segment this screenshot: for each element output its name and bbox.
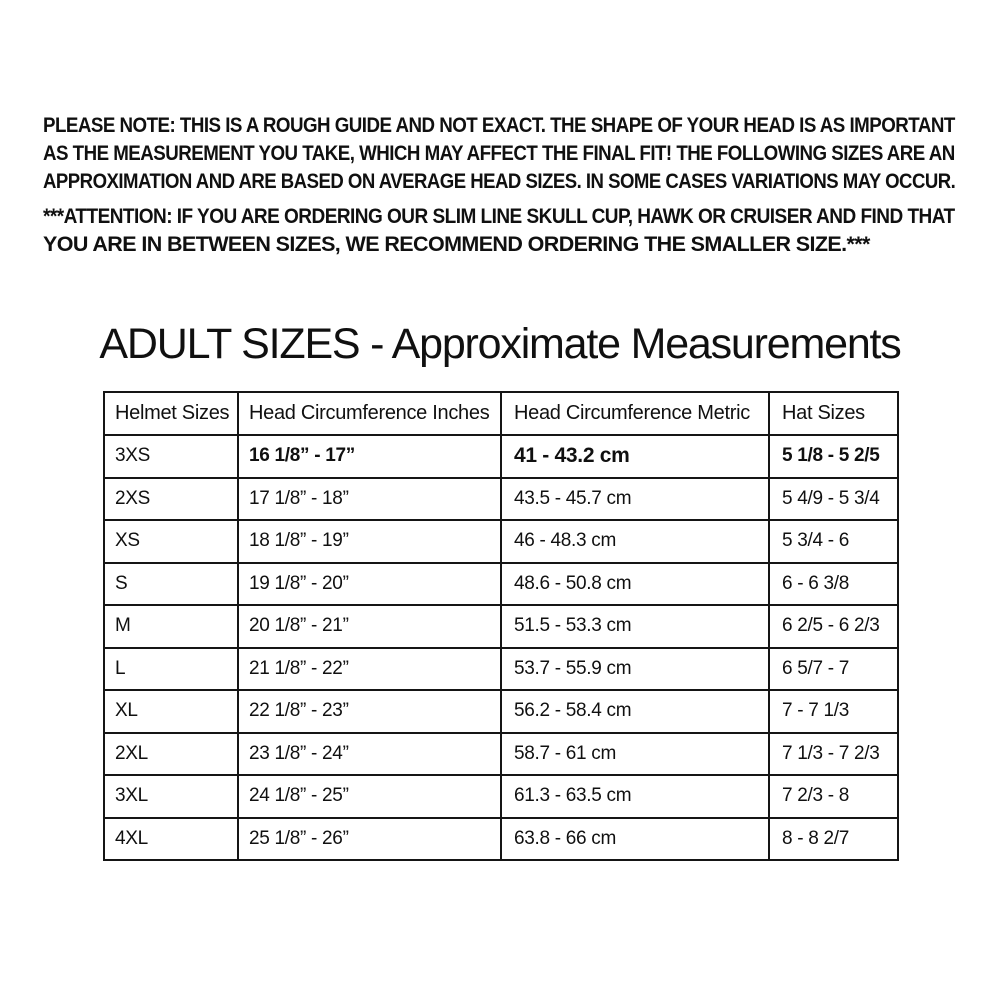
cell-metric: 51.5 - 53.3 cm [501, 605, 769, 648]
cell-hat-size: 7 2/3 - 8 [769, 775, 898, 818]
cell-metric: 53.7 - 55.9 cm [501, 648, 769, 691]
cell-inches: 24 1/8” - 25” [238, 775, 501, 818]
table-row [104, 775, 898, 818]
cell-hat-size: 5 1/8 - 5 2/5 [769, 435, 898, 478]
cell-inches: 16 1/8” - 17” [238, 435, 501, 478]
table-row [104, 435, 898, 478]
cell-metric: 43.5 - 45.7 cm [501, 478, 769, 521]
please-note-line: AS THE MEASUREMENT YOU TAKE, WHICH MAY AFFECT THE FINAL FIT! THE FOLLOWING SIZES ARE AN [43, 141, 955, 165]
cell-helmet-size: 3XS [104, 435, 238, 478]
column-header-helmet-sizes: Helmet Sizes [104, 392, 238, 435]
attention-line: YOU ARE IN BETWEEN SIZES, WE RECOMMEND ORDERING THE SMALLER SIZE.*** [43, 232, 870, 256]
cell-metric: 63.8 - 66 cm [501, 818, 769, 861]
cell-hat-size: 5 3/4 - 6 [769, 520, 898, 563]
table-row [104, 818, 898, 861]
cell-helmet-size: 3XL [104, 775, 238, 818]
cell-hat-size: 6 5/7 - 7 [769, 648, 898, 691]
cell-inches: 22 1/8” - 23” [238, 690, 501, 733]
please-note-line: APPROXIMATION AND ARE BASED ON AVERAGE HEAD SIZES. IN SOME CASES VARIATIONS MAY OCCUR. [43, 169, 956, 193]
cell-hat-size: 5 4/9 - 5 3/4 [769, 478, 898, 521]
cell-hat-size: 7 1/3 - 7 2/3 [769, 733, 898, 776]
cell-inches: 20 1/8” - 21” [238, 605, 501, 648]
cell-helmet-size: XS [104, 520, 238, 563]
table-row [104, 690, 898, 733]
cell-helmet-size: S [104, 563, 238, 606]
cell-inches: 21 1/8” - 22” [238, 648, 501, 691]
cell-helmet-size: M [104, 605, 238, 648]
cell-metric: 61.3 - 63.5 cm [501, 775, 769, 818]
cell-helmet-size: 2XS [104, 478, 238, 521]
cell-metric: 48.6 - 50.8 cm [501, 563, 769, 606]
cell-metric: 56.2 - 58.4 cm [501, 690, 769, 733]
cell-inches: 25 1/8” - 26” [238, 818, 501, 861]
table-row [104, 478, 898, 521]
please-note-paragraph [43, 111, 955, 195]
table-header [104, 392, 898, 435]
table-body [104, 435, 898, 860]
cell-metric: 58.7 - 61 cm [501, 733, 769, 776]
column-header-hat-sizes: Hat Sizes [769, 392, 898, 435]
table-header-row [104, 392, 898, 435]
cell-hat-size: 6 - 6 3/8 [769, 563, 898, 606]
column-header-head-circumference-metric: Head Circumference Metric [501, 392, 769, 435]
table-row [104, 733, 898, 776]
cell-helmet-size: 4XL [104, 818, 238, 861]
adult-sizes-table [103, 391, 899, 861]
cell-inches: 18 1/8” - 19” [238, 520, 501, 563]
cell-inches: 19 1/8” - 20” [238, 563, 501, 606]
cell-inches: 17 1/8” - 18” [238, 478, 501, 521]
cell-helmet-size: L [104, 648, 238, 691]
cell-hat-size: 7 - 7 1/3 [769, 690, 898, 733]
table-row [104, 563, 898, 606]
cell-metric: 41 - 43.2 cm [501, 435, 769, 478]
cell-inches: 23 1/8” - 24” [238, 733, 501, 776]
page-title-text: ADULT SIZES - Approximate Measurements [99, 320, 901, 368]
attention-paragraph [43, 202, 955, 258]
attention-line: ***ATTENTION: IF YOU ARE ORDERING OUR SLIM LINE SKULL CUP, HAWK OR CRUISER AND FIND THAT [43, 204, 955, 228]
table-row [104, 520, 898, 563]
table-row [104, 605, 898, 648]
cell-metric: 46 - 48.3 cm [501, 520, 769, 563]
cell-helmet-size: XL [104, 690, 238, 733]
cell-hat-size: 8 - 8 2/7 [769, 818, 898, 861]
please-note-line: PLEASE NOTE: THIS IS A ROUGH GUIDE AND NOT EXACT. THE SHAPE OF YOUR HEAD IS AS IMPORTANT [43, 113, 955, 137]
cell-helmet-size: 2XL [104, 733, 238, 776]
table-row [104, 648, 898, 691]
page-title [60, 320, 940, 369]
column-header-head-circumference-inches: Head Circumference Inches [238, 392, 501, 435]
cell-hat-size: 6 2/5 - 6 2/3 [769, 605, 898, 648]
